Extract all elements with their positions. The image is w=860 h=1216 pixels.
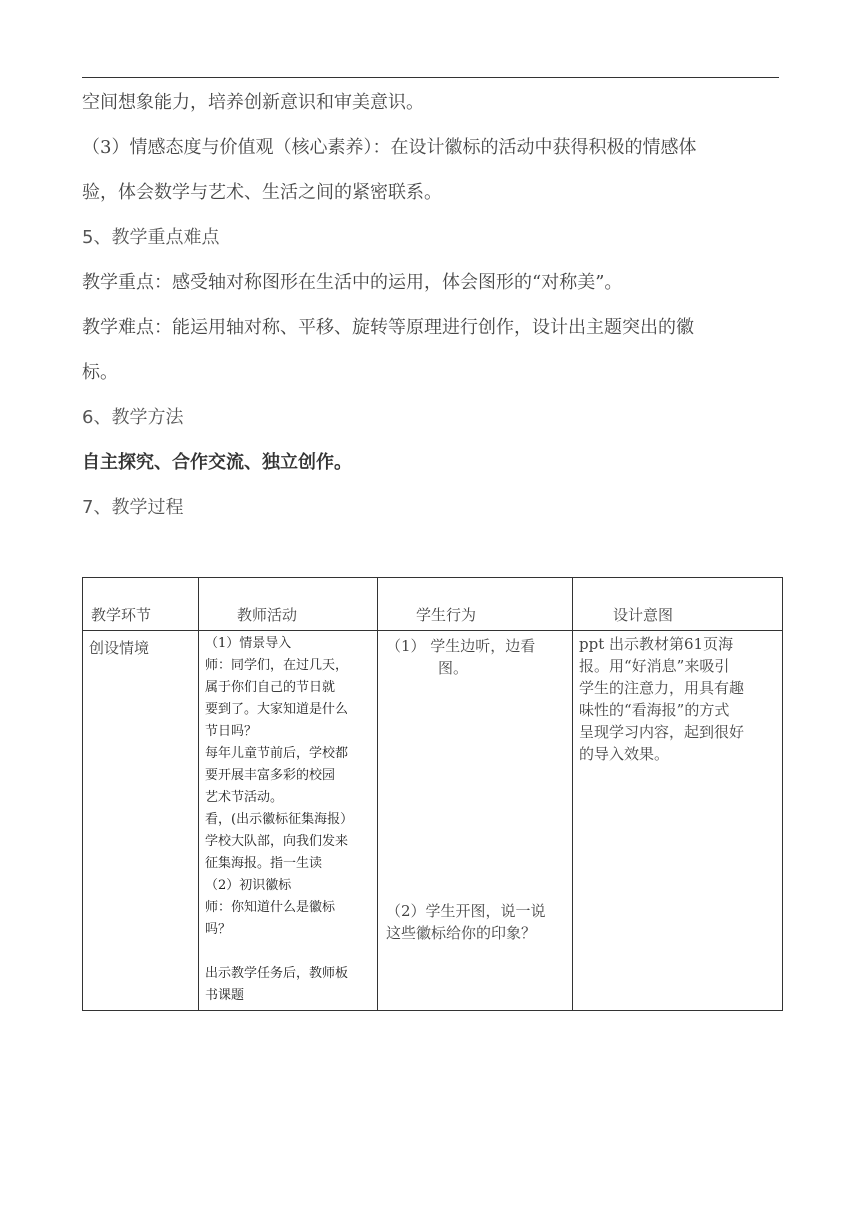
design-intent-text xyxy=(573,631,782,765)
student-behavior-2-line2: 这些徽标给你的印象？ xyxy=(386,924,537,942)
teacher-activity-line xyxy=(205,941,371,963)
design-intent-line: 呈现学习内容，起到很好 xyxy=(579,723,745,741)
stage-cell: 创设情境 xyxy=(83,631,199,1011)
student-behavior-1-line1: （1） 学生边听，边看 xyxy=(386,637,536,655)
difficulty-line1: 教学难点：能运用轴对称、平移、旋转等原理进行创作，设计出主题突出的徽 xyxy=(82,317,694,338)
teacher-activity-line: 吗？ xyxy=(205,922,232,937)
teacher-activity-line: 艺术节活动。 xyxy=(205,790,284,805)
teacher-activity-cell xyxy=(199,631,378,1011)
design-intent-cell xyxy=(573,631,783,1011)
teacher-activity-line: 要开展丰富多彩的校园 xyxy=(205,768,336,783)
header-cell-teacher: 教师活动 xyxy=(199,578,378,631)
teacher-activity-line: 师：同学们，在过几天， xyxy=(205,658,349,673)
teacher-activity-line: 学校大队部，向我们发来 xyxy=(205,834,349,849)
teacher-activity-line: 师：你知道什么是徽标 xyxy=(205,900,336,915)
section-heading-6: 6、教学方法 xyxy=(82,407,184,428)
student-behavior-1-line2: 图。 xyxy=(438,659,469,677)
teacher-activity-line: （1）情景导入 xyxy=(205,636,292,651)
header-cell-student: 学生行为 xyxy=(378,578,573,631)
design-intent-line: 味性的“看海报”的方式 xyxy=(579,701,730,719)
design-intent-line: 的导入效果。 xyxy=(579,745,670,763)
table-header-row xyxy=(83,578,783,631)
section-heading-7: 7、教学过程 xyxy=(82,497,184,518)
teacher-activity-line: 征集海报。指一生读 xyxy=(205,856,323,871)
header-cell-intent: 设计意图 xyxy=(573,578,783,631)
paragraph-spatial: 空间想象能力，培养创新意识和审美意识。 xyxy=(82,92,424,113)
teacher-activity-line: 每年儿童节前后，学校都 xyxy=(205,746,349,761)
header-cell-stage: 教学环节 xyxy=(83,578,199,631)
paragraph-emotion-line1: （3）情感态度与价值观（核心素养）：在设计徽标的活动中获得积极的情感体 xyxy=(82,137,697,158)
design-intent-line: 报。用“好消息”来吸引 xyxy=(579,657,730,675)
teacher-activity-line: 要到了。大家知道是什么 xyxy=(205,702,349,717)
teacher-activity-text xyxy=(199,631,377,1007)
paragraph-emotion-line2: 验，体会数学与艺术、生活之间的紧密联系。 xyxy=(82,182,442,203)
design-intent-line: 学生的注意力，用具有趣 xyxy=(579,679,745,697)
teacher-activity-line: 看，(出示徽标征集海报） xyxy=(205,812,354,827)
student-behavior-cell xyxy=(378,631,573,1011)
key-point-text: 教学重点：感受轴对称图形在生活中的运用，体会图形的“对称美”。 xyxy=(82,272,623,293)
teacher-activity-line: 书课题 xyxy=(205,988,245,1003)
teacher-activity-line: 属于你们自己的节日就 xyxy=(205,680,336,695)
teaching-process-table xyxy=(82,577,783,1011)
student-behavior-2-line1: （2）学生开图，说一说 xyxy=(386,902,546,920)
difficulty-line2: 标。 xyxy=(82,362,118,383)
section-heading-5: 5、教学重点难点 xyxy=(82,227,220,248)
teacher-activity-line: 出示教学任务后，教师板 xyxy=(205,966,349,981)
header-rule xyxy=(82,77,779,78)
design-intent-line: ppt 出示教材第61页海 xyxy=(579,635,734,653)
teaching-methods: 自主探究、合作交流、独立创作。 xyxy=(82,452,352,473)
teacher-activity-line: 节日吗？ xyxy=(205,724,258,739)
teacher-activity-line: （2）初识徽标 xyxy=(205,878,292,893)
table-row xyxy=(83,631,783,1011)
